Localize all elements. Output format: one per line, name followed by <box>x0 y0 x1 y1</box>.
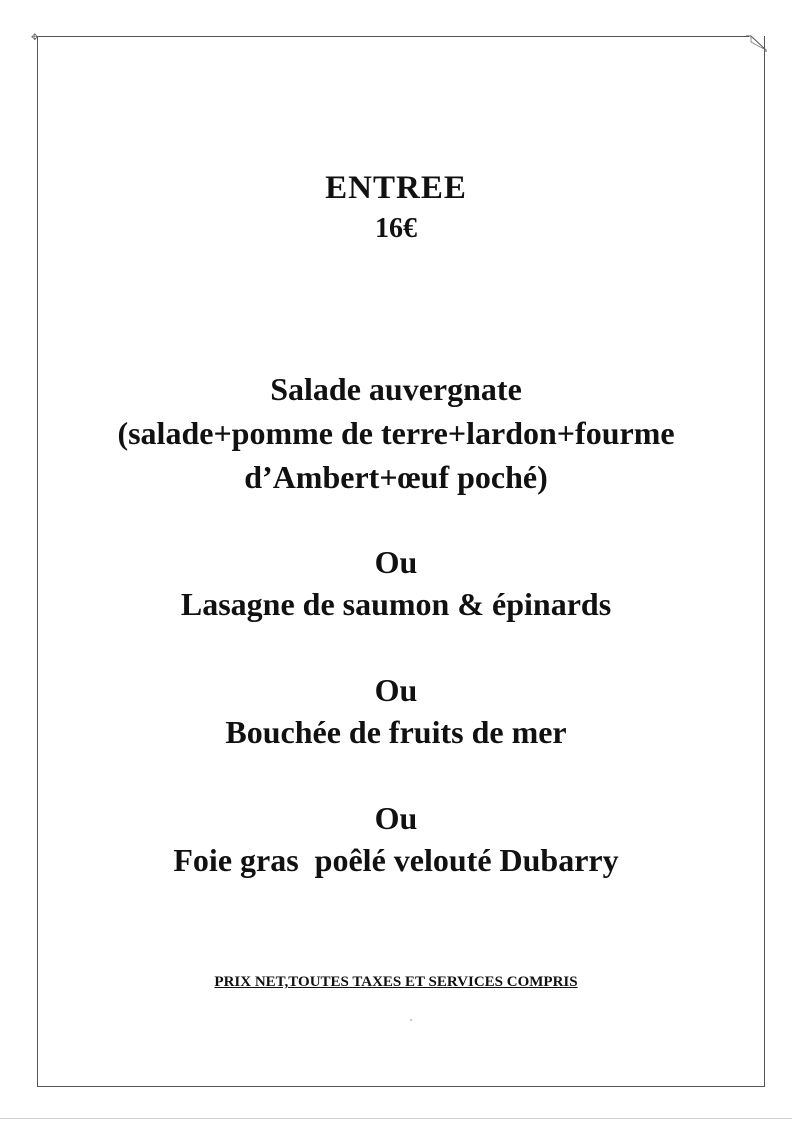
or-separator: Ou <box>374 672 418 708</box>
dish-name: Lasagne de saumon & épinards <box>180 586 612 622</box>
scan-speck <box>410 1019 412 1021</box>
dish-name: Foie gras poêlé velouté Dubarry <box>173 842 619 878</box>
dish-detail: (salade+pomme de terre+lardon+fourme <box>117 415 675 451</box>
dish-detail: d’Ambert+œuf poché) <box>244 459 548 495</box>
dish-name: Salade auvergnate <box>270 371 522 407</box>
folded-corner-icon <box>746 34 768 52</box>
or-separator: Ou <box>374 800 418 836</box>
or-separator: Ou <box>374 544 418 580</box>
dish-name: Bouchée de fruits de mer <box>225 714 567 750</box>
price-footer: PRIX NET,TOUTES TAXES ET SERVICES COMPRIS <box>214 974 578 990</box>
menu-price: 16€ <box>375 213 417 244</box>
menu-title: ENTREE <box>325 170 467 206</box>
bottom-rule <box>0 1118 792 1119</box>
corner-mark-icon: ✥ <box>31 32 39 42</box>
